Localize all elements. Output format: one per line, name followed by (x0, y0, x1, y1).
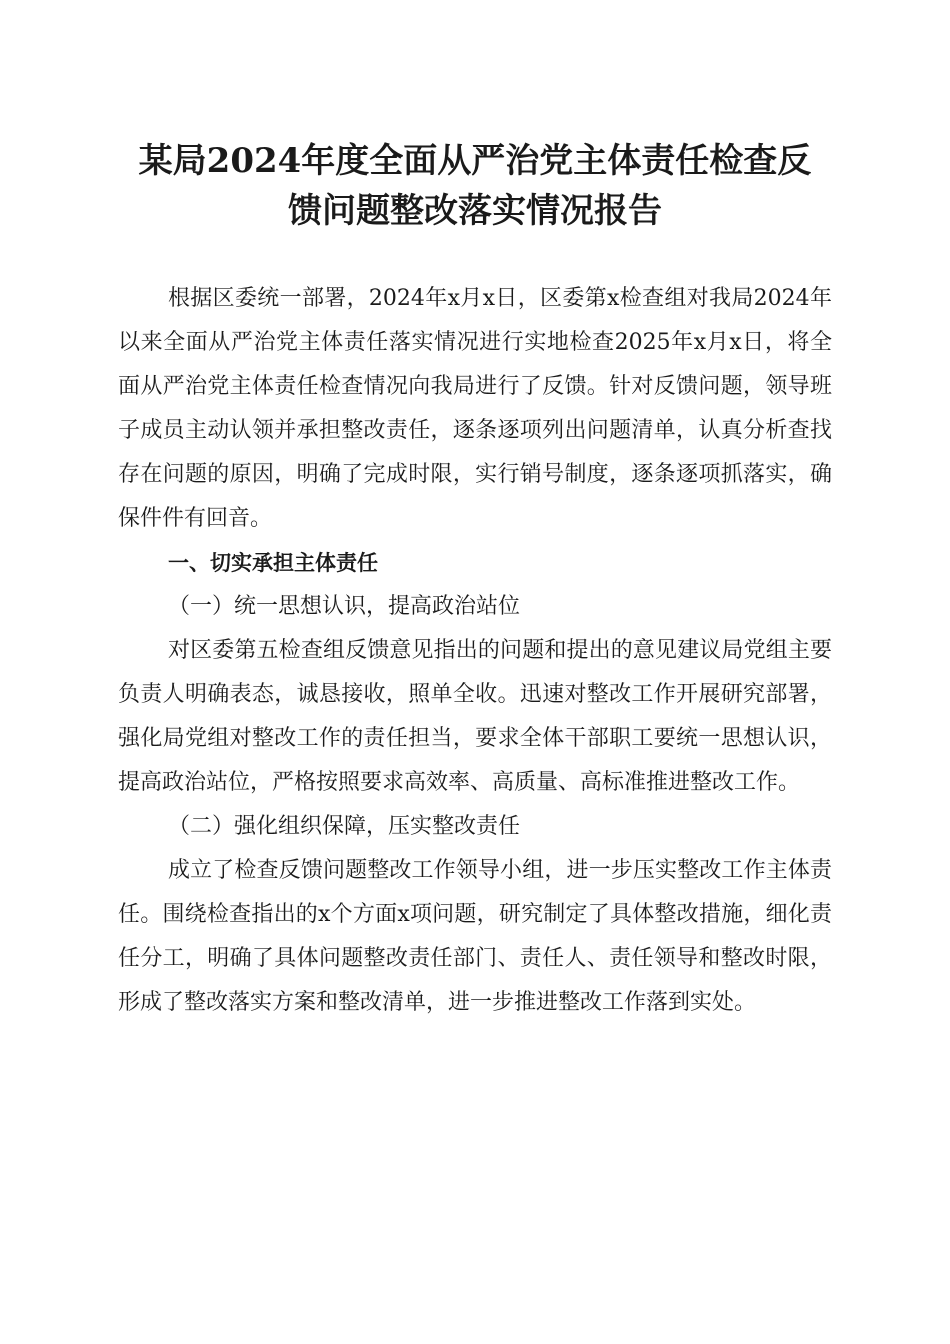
subsection-2-heading: （二）强化组织保障，压实整改责任 (168, 814, 521, 839)
title-line-1: 某局2024年度全面从严治党主体责任检查反 (138, 141, 812, 181)
document-title (100, 136, 850, 236)
subsection-1-paragraph: 对区委第五检查组反馈意见指出的问题和提出的意见建议局党组主要负责人明确表态，诚恳接收，照单全收。迅速对整改工作开展研究部署，强化局党组对整改工作的责任担当，要求全体干部职工要统一思想认识，提高政治站位，严格按照要求高效率、高质量、高标准推进整改工作。 (118, 638, 832, 795)
title-line-2: 馈问题整改落实情况报告 (288, 191, 662, 231)
intro-paragraph: 根据区委统一部署，2024年x月x日，区委第x检查组对我局2024年以来全面从严治党主体责任落实情况进行实地检查2025年x月x日，将全面从严治党主体责任检查情况向我局进行了反馈。针对反馈问题，领导班子成员主动认领并承担整改责任，逐条逐项列出问题清单，认真分析查找存在问题的原因，明确了完成时限，实行销号制度，逐条逐项抓落实，确保件件有回音。 (118, 286, 832, 531)
document-body (118, 277, 832, 1025)
section-1-heading: 一、切实承担主体责任 (168, 551, 378, 575)
subsection-1-heading: （一）统一思想认识，提高政治站位 (168, 594, 521, 619)
subsection-2-paragraph: 成立了检查反馈问题整改工作领导小组，进一步压实整改工作主体责任。围绕检查指出的x个方面x项问题，研究制定了具体整改措施，细化责任分工，明确了具体问题整改责任部门、责任人、责任领导和整改时限，形成了整改落实方案和整改清单，进一步推进整改工作落到实处。 (118, 858, 832, 1015)
